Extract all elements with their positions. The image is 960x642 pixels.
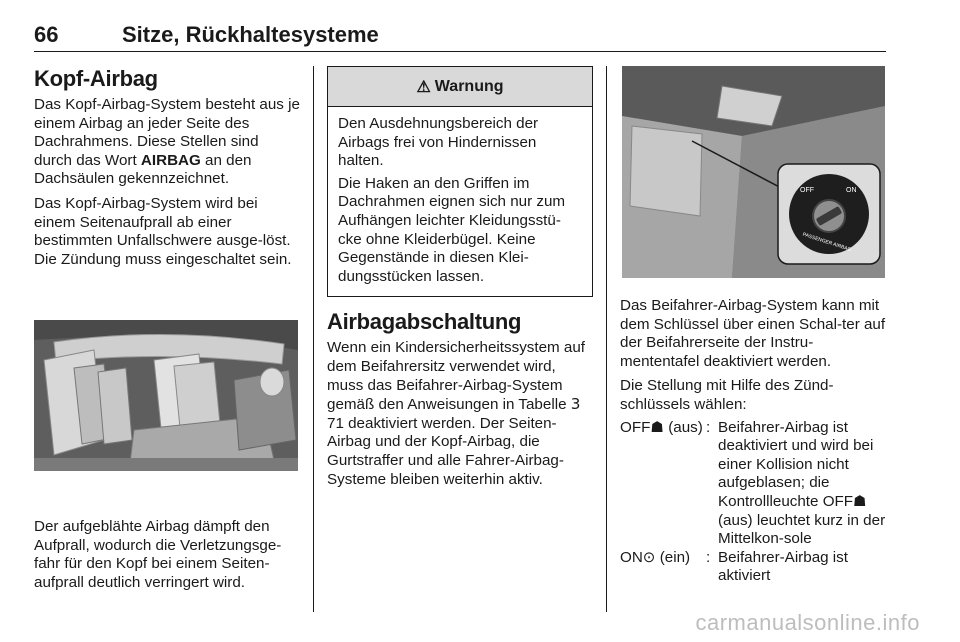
warning-paragraph-2: Die Haken an den Griffen im Dachrahmen eignen sich nur zum Aufhängen leichter Kleidungsstü-cke ohne Kleiderbügel. Keine Gegenstände in diesen Klei-dungsstücken lassen. bbox=[338, 174, 566, 285]
paragraph-head-airbag-1 bbox=[34, 96, 300, 189]
text-run: 71 deaktiviert werden. Der Seiten-Airbag und der Kopf-Airbag, die Gurtstraffer und alle Fahrer-Airbag-Systeme bleiben weiterhin aktiv. bbox=[327, 414, 564, 488]
definition-separator: : bbox=[706, 418, 711, 436]
column-3 bbox=[620, 293, 888, 586]
column-1 bbox=[34, 66, 300, 269]
airbag-keyword: AIRBAG bbox=[140, 151, 201, 169]
warning-icon: ⚠ bbox=[416, 78, 431, 96]
text-run: an den Dachsäulen gekennzeichnet. bbox=[34, 151, 252, 188]
figure-caption bbox=[34, 514, 300, 592]
section-title-head-airbag: Kopf-Airbag bbox=[34, 66, 158, 91]
position-off-term: OFF☗ (aus) bbox=[620, 418, 703, 436]
chapter-title: Sitze, Rückhaltesysteme bbox=[122, 22, 379, 47]
warning-body bbox=[328, 107, 592, 296]
switch-ring-label: PASSENGER AIRBAG bbox=[801, 231, 852, 254]
warning-header bbox=[328, 67, 592, 107]
column-divider-2 bbox=[606, 66, 607, 612]
section-airbag-deactivation bbox=[327, 309, 593, 489]
watermark: carmanualsonline.info bbox=[695, 610, 920, 635]
page-number: 66 bbox=[34, 22, 59, 47]
position-on-term: ON⊙ (ein) bbox=[620, 548, 691, 566]
switch-off-label: OFF bbox=[800, 187, 814, 194]
warning-paragraph-1: Den Ausdehnungsbereich der Airbags frei von Hindernissen halten. bbox=[338, 115, 539, 170]
airbag-switch-illustration bbox=[622, 66, 885, 278]
warning-label: Warnung bbox=[434, 77, 504, 95]
paragraph-switch-2: Die Stellung mit Hilfe des Zünd-schlüssels wählen: bbox=[620, 377, 834, 413]
caption-text: Der aufgeblähte Airbag dämpft den Aufprall, wodurch die Verletzungsge-fahr für den Kopf bei einem Seiten-aufprall deutlich verringert wird. bbox=[34, 518, 282, 591]
car-interior-seats-image bbox=[34, 320, 298, 471]
paragraph-head-airbag-2: Das Kopf-Airbag-System wird bei einem Seitenaufprall ab einer bestimmten Unfallschwere ausge-löst. Die Zündung muss eingeschaltet sein. bbox=[34, 194, 292, 268]
head-airbag-illustration bbox=[34, 320, 298, 471]
page-header bbox=[34, 18, 886, 52]
definition-separator: : bbox=[706, 548, 711, 566]
switch-position-table bbox=[620, 419, 888, 586]
dashboard-switch-image bbox=[622, 66, 885, 278]
position-on-description: Beifahrer-Airbag ist aktiviert bbox=[718, 548, 848, 585]
paragraph-airbag-deactivation bbox=[327, 339, 593, 489]
text-run: Das Kopf-Airbag-System besteht aus je einem Airbag an jeder Seite des Dachrahmens. Diese Stellen sind durch das Wort bbox=[34, 96, 300, 169]
column-2 bbox=[327, 66, 593, 489]
section-title-airbag-deactivation: Airbagabschaltung bbox=[327, 309, 522, 335]
column-divider-1 bbox=[313, 66, 314, 612]
paragraph-switch-1: Das Beifahrer-Airbag-System kann mit dem Schlüssel über einen Schal-ter auf der Beifahrerseite der Instru-mententafel deaktiviert werden. bbox=[620, 297, 886, 370]
text-run: Wenn ein Kindersicherheitssystem auf dem Beifahrersitz verwendet wird, muss das Beifahrer-Airbag-System gemäß den Anweisungen in Tabelle bbox=[327, 339, 586, 414]
page-reference-arrow-icon[interactable]: 3 bbox=[570, 395, 581, 414]
warning-box bbox=[327, 66, 593, 297]
position-off-description: Beifahrer-Airbag ist deaktiviert und wird bei einer Kollision nicht aufgeblasen; die Kontrollleuchte OFF☗ (aus) leuchtet kurz in der Mittelkon-sole bbox=[718, 418, 886, 548]
switch-on-label: ON bbox=[846, 187, 857, 194]
